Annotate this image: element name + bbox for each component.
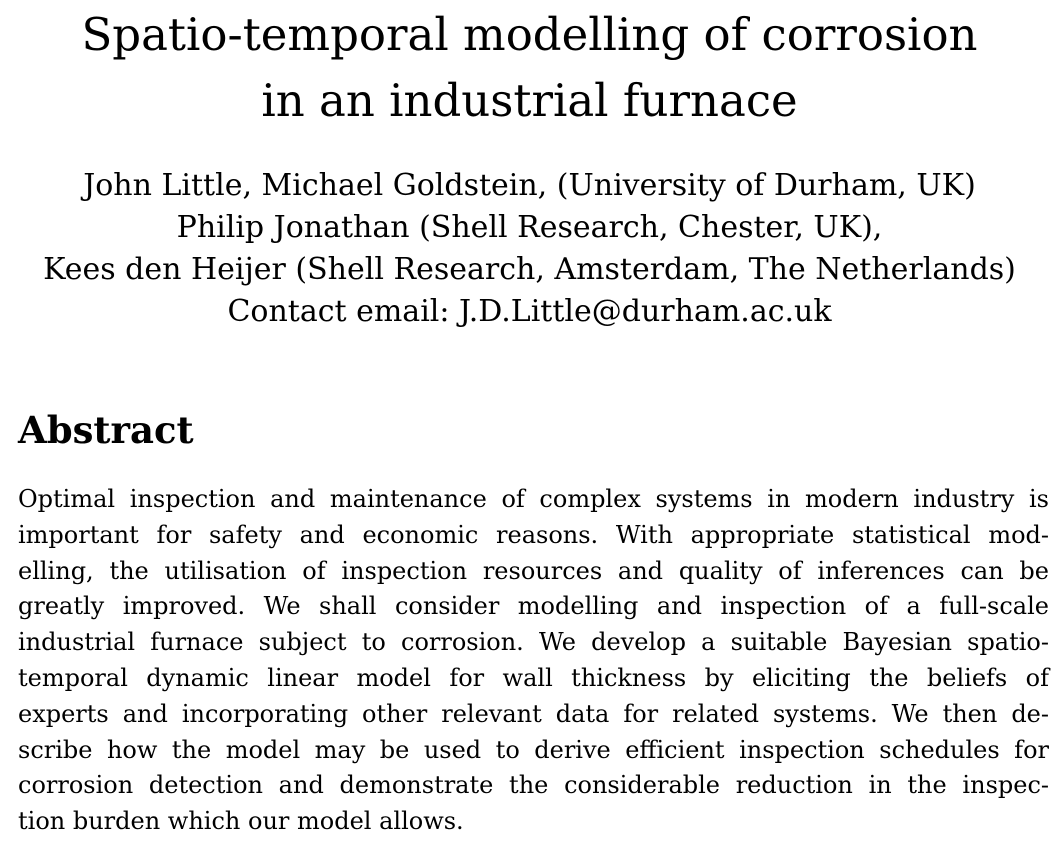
author-block	[0, 165, 1059, 333]
abstract-body	[18, 482, 1049, 840]
title-line-1: Spatio-temporal modelling of corrosion	[81, 8, 978, 61]
paper-title	[0, 2, 1059, 134]
author-line-2: Philip Jonathan (Shell Research, Chester, UK),	[176, 210, 883, 245]
abstract-heading: Abstract	[18, 408, 194, 452]
author-line-1: John Little, Michael Goldstein, (University of Durham, UK)	[83, 168, 976, 203]
abstract-line: corrosion detection and demonstrate the considerable reduction in the inspec-	[18, 771, 1049, 800]
abstract-line: experts and incorporating other relevant data for related systems. We then de-	[18, 699, 1049, 728]
contact-email-line: Contact email: J.D.Little@durham.ac.uk	[227, 294, 832, 329]
abstract-line: Optimal inspection and maintenance of complex systems in modern industry is	[18, 485, 1049, 513]
abstract-line: temporal dynamic linear model for wall thickness by eliciting the beliefs of	[18, 663, 1049, 692]
abstract-line: industrial furnace subject to corrosion. We develop a suitable Bayesian spatio-	[18, 628, 1049, 657]
abstract-line: scribe how the model may be used to derive efficient inspection schedules for	[18, 735, 1049, 764]
abstract-line: important for safety and economic reasons. With appropriate statistical mod-	[18, 520, 1049, 549]
author-line-3: Kees den Heijer (Shell Research, Amsterdam, The Netherlands)	[43, 252, 1016, 287]
title-line-2: in an industrial furnace	[261, 74, 798, 127]
abstract-line: tion burden which our model allows.	[18, 807, 464, 836]
abstract-line: greatly improved. We shall consider modelling and inspection of a full-scale	[18, 592, 1049, 621]
abstract-line: elling, the utilisation of inspection resources and quality of inferences can be	[18, 556, 1049, 585]
